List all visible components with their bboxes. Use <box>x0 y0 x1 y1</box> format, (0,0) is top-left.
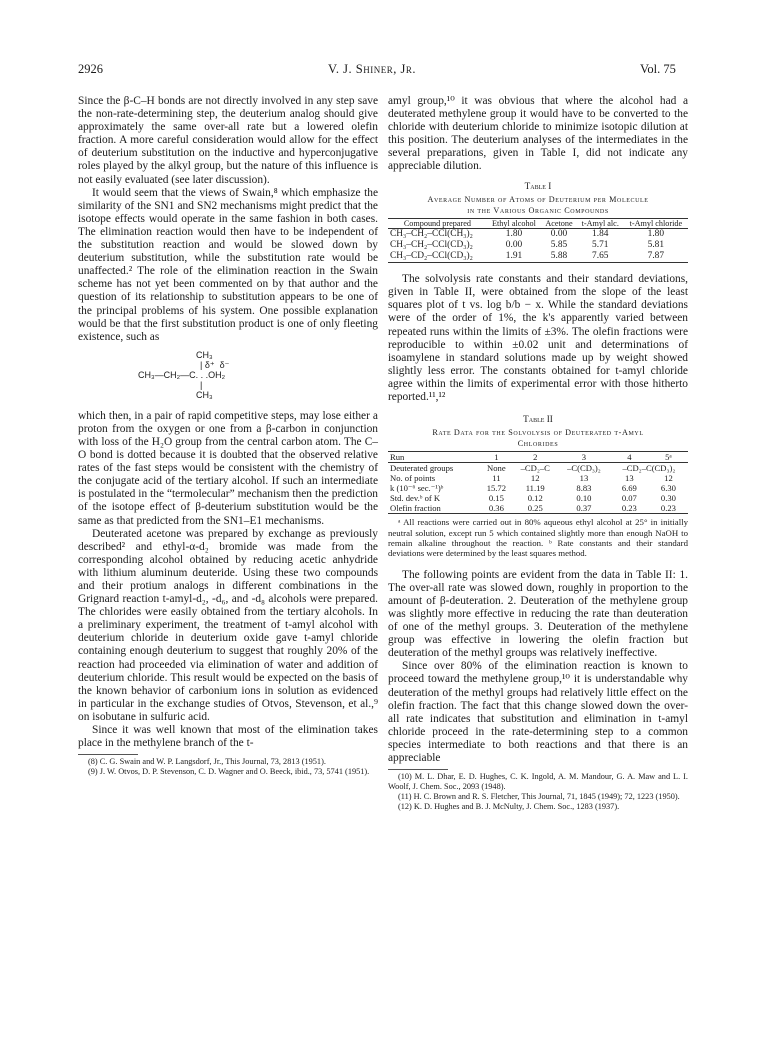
table-cell: CH₃–CH₂–CCl(CD₃)₂ <box>390 239 473 250</box>
page-number: 2926 <box>78 62 103 76</box>
table-cell: 1.80 <box>505 228 523 239</box>
structure-charges: | δ⁺ δ⁻ <box>200 359 230 370</box>
table-cell: No. of points <box>390 473 436 484</box>
volume-label: Vol. 75 <box>640 62 676 76</box>
footnote: (10) M. L. Dhar, E. D. Hughes, C. K. Ingold, A. M. Mandour, G. A. Maw and L. I. Woolf, J. Chem. Soc., 2093 (1948). <box>388 772 688 791</box>
structure-bottom: CH₃ <box>196 389 213 400</box>
paragraph: which then, in a pair of rapid competitive steps, may lose either a proton from the oxygen or one from a β-carbon in conjunction with loss of the H₂O group from the central carbon atom. The C–O bond is dotted because it is doubted that the observed relative rates of the fast steps would be consistent with the chemistry of the conjugate acid of the tertiary alcohol. If such an intermediate is postulated in the “termolecular” mechanism then the prediction of the isotope effect of β-deuterium substitution would be the same as that predicted from the SN1–E1 mechanisms. <box>78 409 378 527</box>
chemical-structure <box>138 350 378 400</box>
table-cell: Std. dev.ᵇ of K <box>390 493 441 504</box>
table-cell: 12 <box>530 473 540 484</box>
table-cell: 13 <box>625 473 634 484</box>
table-row <box>388 228 688 240</box>
table-row <box>388 493 688 503</box>
paragraph: Deuterated acetone was prepared by exchange as previously described² and ethyl-α-d₂ bromide was made from the corresponding alcohol obtained by reducing acetic anhydride with lithium aluminum deuteride. Using these two compounds and their protium analogs in different combinations in the Grignard reaction t-amyl-d₂, -d₆, and -d₈ alcohols were prepared. The chlorides were easily obtained from the tertiary alcohols. In a preliminary experiment, the treatment of t-amyl alcohol with deuterium chloride in deuterium oxide gave t-amyl chloride containing enough deuterium to suggest that roughly 20% of the reaction had proceeded via elimination of water and addition of deuterium chloride. This result would be expected on the basis of the known behavior of carbonium ions in solution as evidenced in particular in the exchange studies of Otvos, Stevenson, et al.,⁹ on isobutane in sulfuric acid. <box>78 527 378 723</box>
table-row <box>388 463 688 474</box>
table-cell: 13 <box>579 473 589 484</box>
table-header: Acetone <box>545 218 573 228</box>
table-cell: k (10⁻⁶ sec.⁻¹)ᵇ <box>390 483 444 494</box>
table-row <box>388 483 688 493</box>
table-label: Table II <box>523 414 553 425</box>
table-cell: 0.37 <box>576 503 592 514</box>
footnote: (12) K. D. Hughes and B. J. McNulty, J. Chem. Soc., 1283 (1937). <box>398 801 620 811</box>
table-header: Compound prepared <box>403 218 471 228</box>
table-cell: Deuterated groups <box>390 463 454 474</box>
table-row <box>388 251 688 263</box>
table-cell: 0.23 <box>660 503 676 514</box>
table-header: 5ᵃ <box>665 452 672 463</box>
footnote-rule <box>388 769 448 770</box>
table-cell: 11.19 <box>525 483 545 494</box>
table-cell: CH₃–CH₂–CCl(CH₃)₂ <box>390 228 473 239</box>
table-cell: 11 <box>492 473 501 484</box>
table-cell: None <box>487 463 506 474</box>
table-cell: 5.81 <box>647 239 665 250</box>
table-cell: –CD₂–C <box>520 463 550 474</box>
table-cell: –CD₂–C(CD₃)₂ <box>622 463 676 474</box>
table-header: t-Amyl alc. <box>581 218 619 228</box>
table-cell: 5.71 <box>592 239 609 250</box>
table-cell: 1.84 <box>592 228 609 239</box>
table-cell: 12 <box>664 473 673 484</box>
paragraph: amyl group,¹⁰ it was obvious that where the alcohol had a deuterated methylene group it would have to be converted to the chloride with deuterium chloride to minimize isotopic dilution at this position. The deuterium analyses of the intermediates in the several preparations, given in Table I, did not indicate any appreciable dilution. <box>388 95 688 173</box>
table-footnote: ᵃ All reactions were carried out in 80% aqueous ethyl alcohol at 25° in initially neutral solution, except run 5 which contained slightly more than enough NaOH to remain alkaline throughout the reaction. ᵇ Rate constants and their standard deviations were determined by the least squares method. <box>388 517 688 559</box>
table-title: in the Various Organic Compounds <box>467 205 609 215</box>
left-column <box>78 95 378 777</box>
paragraph: It would seem that the views of Swain,⁸ which emphasize the similarity of the SN1 and SN2 mechanisms might predict that the isotope effects would operate in the same fashion in both cases. The elimination reaction would then have to be independent of the substitution reaction and would be slowed down by deuterium substitution, while the substitution rate would be unaffected.² The role of the elimination reaction in the Swain scheme has not yet been commented on by that author and the question of its relationship to substitution appears to be one of the principal problems of his system. One possible explanation would be that the first substitution product is one of only fleeting existence, such as <box>78 186 378 343</box>
paragraph: The following points are evident from the data in Table II: 1. The over-all rate was slowed down, roughly in proportion to the amount of β-deuteration. 2. Deuteration of the methylene group was slightly more effective in reducing the rate than deuteration of one of the methyl groups. 3. Deuteration of the methylene group was effective in lowering the olefin fraction but deuteration of the methyl groups was relatively ineffective. <box>388 568 688 660</box>
table-cell: 1.80 <box>647 228 665 239</box>
table-cell: 0.00 <box>550 228 568 239</box>
table-cell: CH₃–CD₂–CCl(CD₃)₂ <box>390 250 473 261</box>
paragraph: Since it was well known that most of the elimination takes place in the methylene branch of the t- <box>78 724 378 750</box>
table-cell: 1.91 <box>505 250 523 261</box>
table-label: Table I <box>524 180 552 191</box>
table-cell: –C(CD₃)₂ <box>567 463 601 474</box>
footnote: (11) H. C. Brown and R. S. Fletcher, This Journal, 71, 1845 (1949); 72, 1223 (1950). <box>398 791 680 801</box>
table-header: 1 <box>494 452 499 463</box>
running-author: V. J. Shiner, Jr. <box>328 62 416 76</box>
table-cell: 7.65 <box>592 250 609 261</box>
table-row <box>388 503 688 514</box>
table-cell: 0.30 <box>660 493 676 504</box>
table-title: Rate Data for the Solvolysis of Deuterated t-Amyl <box>432 428 644 438</box>
paragraph: The solvolysis rate constants and their standard deviations, given in Table II, were obtained from the slope of the least squares plot of t vs. log b/b − x. While the standard deviations were of the order of 1%, the k's apparently varied between repeated runs within the limits of ±3%. The olefin fractions were reproducible to within ±0.02 unit and determinations of isoamylene in standard solutions made up by weight showed slightly less error. The constants obtained for t-amyl chloride agree within the limits of experimental error with those hitherto reported.¹¹,¹² <box>388 273 688 404</box>
table-cell: 15.72 <box>486 483 507 494</box>
structure-bond: | <box>200 379 203 390</box>
table-cell: 0.00 <box>505 239 523 250</box>
table-header: 3 <box>581 452 587 463</box>
table-title: Chlorides <box>517 439 559 449</box>
table-title: Average Number of Atoms of Deuterium per Molecule <box>427 194 649 204</box>
table-cell: 0.07 <box>621 493 637 504</box>
table-cell: 0.15 <box>488 493 504 504</box>
table-2 <box>388 451 688 514</box>
right-column <box>388 95 688 811</box>
table-header: t-Amyl chloride <box>629 218 683 228</box>
table-header: 2 <box>533 452 538 463</box>
table-cell: 5.85 <box>550 239 568 250</box>
table-row <box>388 473 688 483</box>
footnote: (8) C. G. Swain and W. P. Langsdorf, Jr., This Journal, 73, 2813 (1951). <box>88 757 326 767</box>
table-row <box>388 240 688 251</box>
paragraph: Since over 80% of the elimination reaction is known to proceed toward the methylene group,¹⁰ it is understandable why deuteration of the methyl groups had relatively little effect on the olefin fraction. The fact that this change slowed down the over-all rate indicates that substitution and elimination in t-amyl chloride proceed in the rate-determining step to a common species intermediate to both reactions and that there is an appreciable <box>388 660 688 765</box>
table-cell: Olefin fraction <box>390 503 441 514</box>
table-cell: 0.12 <box>527 493 543 504</box>
table-cell: 5.88 <box>550 250 568 261</box>
paragraph: Since the β-C–H bonds are not directly involved in any step save the non-rate-determining step, the deuterium analog should give approximately the same over-all rate but a lowered olefin fraction. A more careful consideration would allow for the effect of deuterium substitution on the inductive and hyperconjugative roles played by the alkyl group, but the nature of this influence is not easily evaluated (see later discussion). <box>78 95 378 186</box>
table-cell: 6.69 <box>621 483 637 494</box>
table-cell: 0.25 <box>527 503 543 514</box>
table-cell: 0.23 <box>621 503 637 514</box>
footnote: (9) J. W. Otvos, D. P. Stevenson, C. D. Wagner and O. Beeck, ibid., 73, 5741 (1951). <box>88 767 370 777</box>
table-cell: 7.87 <box>647 250 665 261</box>
footnote-rule <box>78 754 138 755</box>
table-cell: 0.36 <box>488 503 504 514</box>
table-header: Ethyl alcohol <box>492 218 536 228</box>
table-1 <box>388 218 688 264</box>
table-header: Run <box>390 452 405 463</box>
table-header: 4 <box>627 452 632 463</box>
structure-main: CH₃—CH₂—C. . .OH₂ <box>138 369 226 380</box>
table-cell: 6.30 <box>660 483 676 494</box>
table-cell: 8.83 <box>576 483 592 494</box>
table-cell: 0.10 <box>576 493 592 504</box>
structure-top: CH₃ <box>196 349 213 360</box>
